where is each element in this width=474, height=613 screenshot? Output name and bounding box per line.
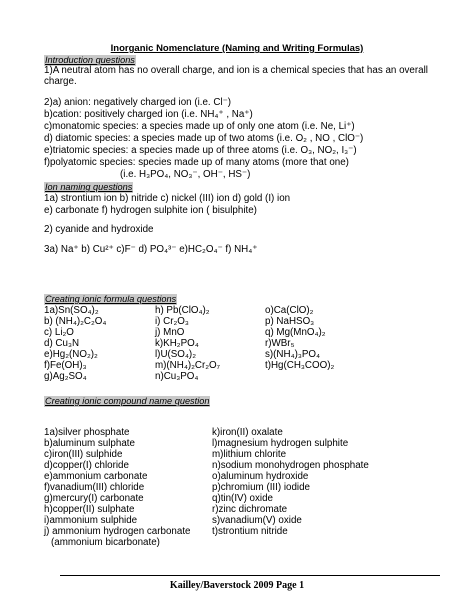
formula-item: e)Hg₂(NO₂)₂ [44, 349, 98, 360]
intro-q2b: b)cation: positively charged ion (i.e. NH₄⁺ , Na⁺) [44, 109, 253, 120]
compound-item: n)sodium monohydrogen phosphate [212, 460, 369, 471]
ion-naming-line1: 1a) strontium ion b) nitride c) nickel (III) ion d) gold (I) ion [44, 193, 291, 204]
compound-column-1 [44, 427, 191, 548]
ion-naming-line2: e) carbonate f) hydrogen sulphite ion ( bisulphite) [44, 205, 257, 216]
formula-item: t)Hg(CH₃COO)₂ [265, 360, 335, 371]
formula-item: c) Li₂O [44, 327, 74, 338]
compound-item: r)zinc dichromate [212, 504, 288, 515]
compound-item: f)vanadium(III) chloride [44, 482, 145, 493]
formula-item: m)(NH₄)₂Cr₂O₇ [155, 360, 221, 371]
page-footer: Kailley/Baverstock 2009 Page 1 [169, 580, 305, 591]
compound-item: 1a)silver phosphate [44, 427, 130, 438]
compound-item: k)iron(II) oxalate [212, 427, 283, 438]
formula-item: i) Cr₂O₃ [155, 316, 189, 327]
formula-item: l)U(SO₄)₂ [155, 349, 196, 360]
section-heading-ion-naming: Ion naming questions [45, 182, 133, 192]
compound-item: i)ammonium sulphide [44, 515, 138, 526]
intro-q1-line2: charge. [44, 76, 77, 87]
formula-item: q) Mg(MnO₄)₂ [265, 327, 326, 338]
intro-q2d: d) diatomic species: a species made up of two atoms (i.e. O₂ , NO , ClO⁻) [44, 133, 364, 144]
formula-column-1 [44, 305, 106, 382]
formula-item: 1a)Sn(SO₄)₂ [44, 305, 99, 316]
compound-item: s)vanadium(V) oxide [212, 515, 302, 526]
formula-item: b) (NH₄)₂C₂O₄ [44, 316, 107, 327]
footer-divider [60, 575, 440, 576]
formula-column-2 [155, 305, 220, 382]
compound-item: q)tin(IV) oxide [212, 493, 273, 504]
compound-item-continuation: (ammonium bicarbonate) [51, 537, 160, 548]
compound-item: j) ammonium hydrogen carbonate [44, 526, 191, 537]
formula-item: r)WBr₅ [265, 338, 295, 349]
section-heading-introduction: Introduction questions [45, 55, 135, 65]
formula-column-3 [265, 305, 334, 371]
compound-item: p)chromium (III) iodide [212, 482, 310, 493]
formula-item: h) Pb(ClO₄)₂ [155, 305, 210, 316]
compound-item: e)ammonium carbonate [44, 471, 148, 482]
compound-item: h)copper(II) sulphate [44, 504, 135, 515]
intro-q2f: f)polyatomic species: species made up of many atoms (more that one) [44, 157, 349, 168]
formula-item: o)Ca(ClO)₂ [265, 305, 314, 316]
section-heading-ionic-formula: Creating ionic formula questions [45, 294, 177, 304]
compound-item: d)copper(I) chloride [44, 460, 129, 471]
formula-item: k)KH₂PO₄ [155, 338, 199, 349]
formula-item: d) Cu₃N [44, 338, 80, 349]
formula-item: j) MnO [155, 327, 185, 338]
page-title: Inorganic Nomenclature (Naming and Writing Formulas) [110, 43, 364, 54]
formula-item: p) NaHSO₃ [265, 316, 315, 327]
intro-q2f-example: (i.e. H₃PO₄, NO₃⁻, OH⁻, HS⁻) [120, 169, 251, 180]
intro-q2e: e)triatomic species: a species made up of three atoms (i.e. O₃, NO₂, I₃⁻) [44, 145, 357, 156]
compound-item: m)lithium chlorite [212, 449, 287, 460]
ion-naming-line4: 3a) Na⁺ b) Cu²⁺ c)F⁻ d) PO₄³⁻ e)HC₂O₄⁻ f) NH₄⁺ [44, 244, 258, 255]
intro-q2a: 2)a) anion: negatively charged ion (i.e. Cl⁻) [44, 97, 232, 108]
compound-item: b)aluminum sulphate [44, 438, 135, 449]
compound-column-2 [212, 427, 369, 537]
ion-naming-line3: 2) cyanide and hydroxide [44, 224, 154, 235]
compound-item: c)iron(III) sulphide [44, 449, 123, 460]
intro-q1-line1: 1)A neutral atom has no overall charge, and ion is a chemical species that has an overall [44, 65, 428, 76]
compound-item: g)mercury(I) carbonate [44, 493, 144, 504]
formula-item: f)Fe(OH)₃ [44, 360, 87, 371]
intro-q2c: c)monatomic species: a species made up of only one atom (i.e. Ne, Li⁺) [44, 121, 355, 132]
compound-item: t)strontium nitride [212, 526, 288, 537]
formula-item: n)Cu₃PO₄ [155, 371, 199, 382]
formula-item: s)(NH₄)₃PO₄ [265, 349, 320, 360]
section-heading-compound-name: Creating ionic compound name question [45, 396, 210, 406]
compound-item: l)magnesium hydrogen sulphite [212, 438, 349, 449]
compound-item: o)aluminum hydroxide [212, 471, 309, 482]
formula-item: g)Ag₂SO₄ [44, 371, 87, 382]
